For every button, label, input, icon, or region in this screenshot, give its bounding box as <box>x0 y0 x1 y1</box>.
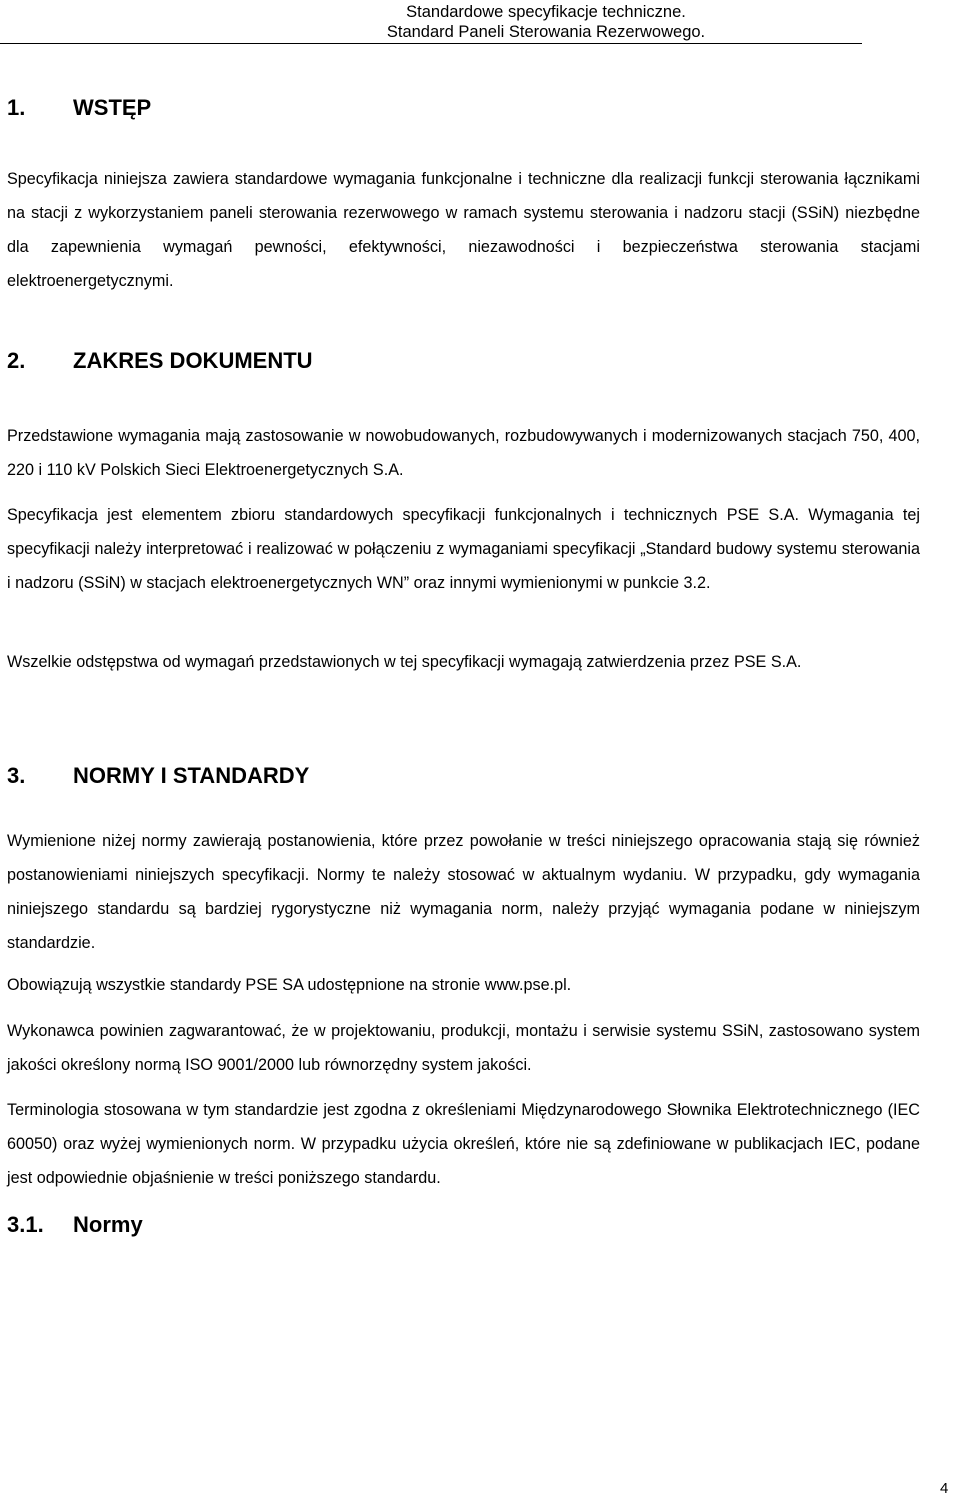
section-3-paragraph-1: Wymienione niżej normy zawierają postanowienia, które przez powołanie w treści niniejszego opracowania stają się również postanowieniami niniejszych specyfikacji. Normy te należy stosować w aktualnym wydaniu. W przypadku, gdy wymagania niniejszego standardu są bardziej rygorystyczne niż wymagania norm, należy przyjąć wymagania podane w niniejszym standardzie. <box>7 832 920 952</box>
section-3-title: NORMY I STANDARDY <box>73 763 310 788</box>
section-3-1-heading <box>7 1211 143 1239</box>
section-3-paragraph-2: Obowiązują wszystkie standardy PSE SA udostępnione na stronie www.pse.pl. <box>7 976 572 994</box>
section-1-number: 1. <box>7 95 26 120</box>
section-2-paragraph-2: Specyfikacja jest elementem zbioru standardowych specyfikacji funkcjonalnych i technicznych PSE S.A. Wymagania tej specyfikacji należy interpretować i realizować w połączeniu z wymaganiami specyfikacji „Standard budowy systemu sterowania i nadzoru (SSiN) w stacjach elektroenergetycznych WN” oraz innymi wymienionymi w punkcie 3.2. <box>7 506 920 592</box>
section-1-title: WSTĘP <box>73 95 152 120</box>
section-3-paragraph-4: Terminologia stosowana w tym standardzie jest zgodna z określeniami Międzynarodowego Słownika Elektrotechnicznego (IEC 60050) oraz wyżej wymienionych norm. W przypadku użycia określeń, które nie są zdefiniowane w publikacjach IEC, podane jest odpowiednie objaśnienie w treści poniższego standardu. <box>7 1101 920 1187</box>
section-2-heading <box>7 347 313 375</box>
section-2-paragraph-1: Przedstawione wymagania mają zastosowanie w nowobudowanych, rozbudowywanych i modernizowanych stacjach 750, 400, 220 i 110 kV Polskich Sieci Elektroenergetycznych S.A. <box>7 427 920 479</box>
header-title-line2: Standard Paneli Sterowania Rezerwowego. <box>386 23 706 41</box>
section-3-number: 3. <box>7 763 26 788</box>
section-1-paragraph: Specyfikacja niniejsza zawiera standardowe wymagania funkcjonalne i techniczne dla realizacji funkcji sterowania łącznikami na stacji z wykorzystaniem paneli sterowania rezerwowego w ramach systemu sterowania i nadzoru stacji (SSiN) niezbędne dla zapewnienia wymagań pewności, efektywności, niezawodności i bezpieczeństwa sterowania stacjami elektroenergetycznymi. <box>7 170 920 290</box>
section-3-1-number: 3.1. <box>7 1212 44 1237</box>
section-3-1-title: Normy <box>73 1212 143 1237</box>
header-divider <box>0 43 862 44</box>
section-2-title: ZAKRES DOKUMENTU <box>73 348 313 373</box>
header-title-line1: Standardowe specyfikacje techniczne. <box>406 3 686 21</box>
page-header <box>230 2 862 42</box>
page-number: 4 <box>940 1480 949 1497</box>
section-3-paragraph-3: Wykonawca powinien zagwarantować, że w projektowaniu, produkcji, montażu i serwisie systemu SSiN, zastosowano system jakości określony normą ISO 9001/2000 lub równorzędny system jakości. <box>7 1022 920 1074</box>
section-3-heading <box>7 762 309 790</box>
section-2-paragraph-3: Wszelkie odstępstwa od wymagań przedstawionych w tej specyfikacji wymagają zatwierdzenia przez PSE S.A. <box>7 653 802 671</box>
section-1-heading <box>7 94 151 122</box>
section-2-number: 2. <box>7 348 26 373</box>
